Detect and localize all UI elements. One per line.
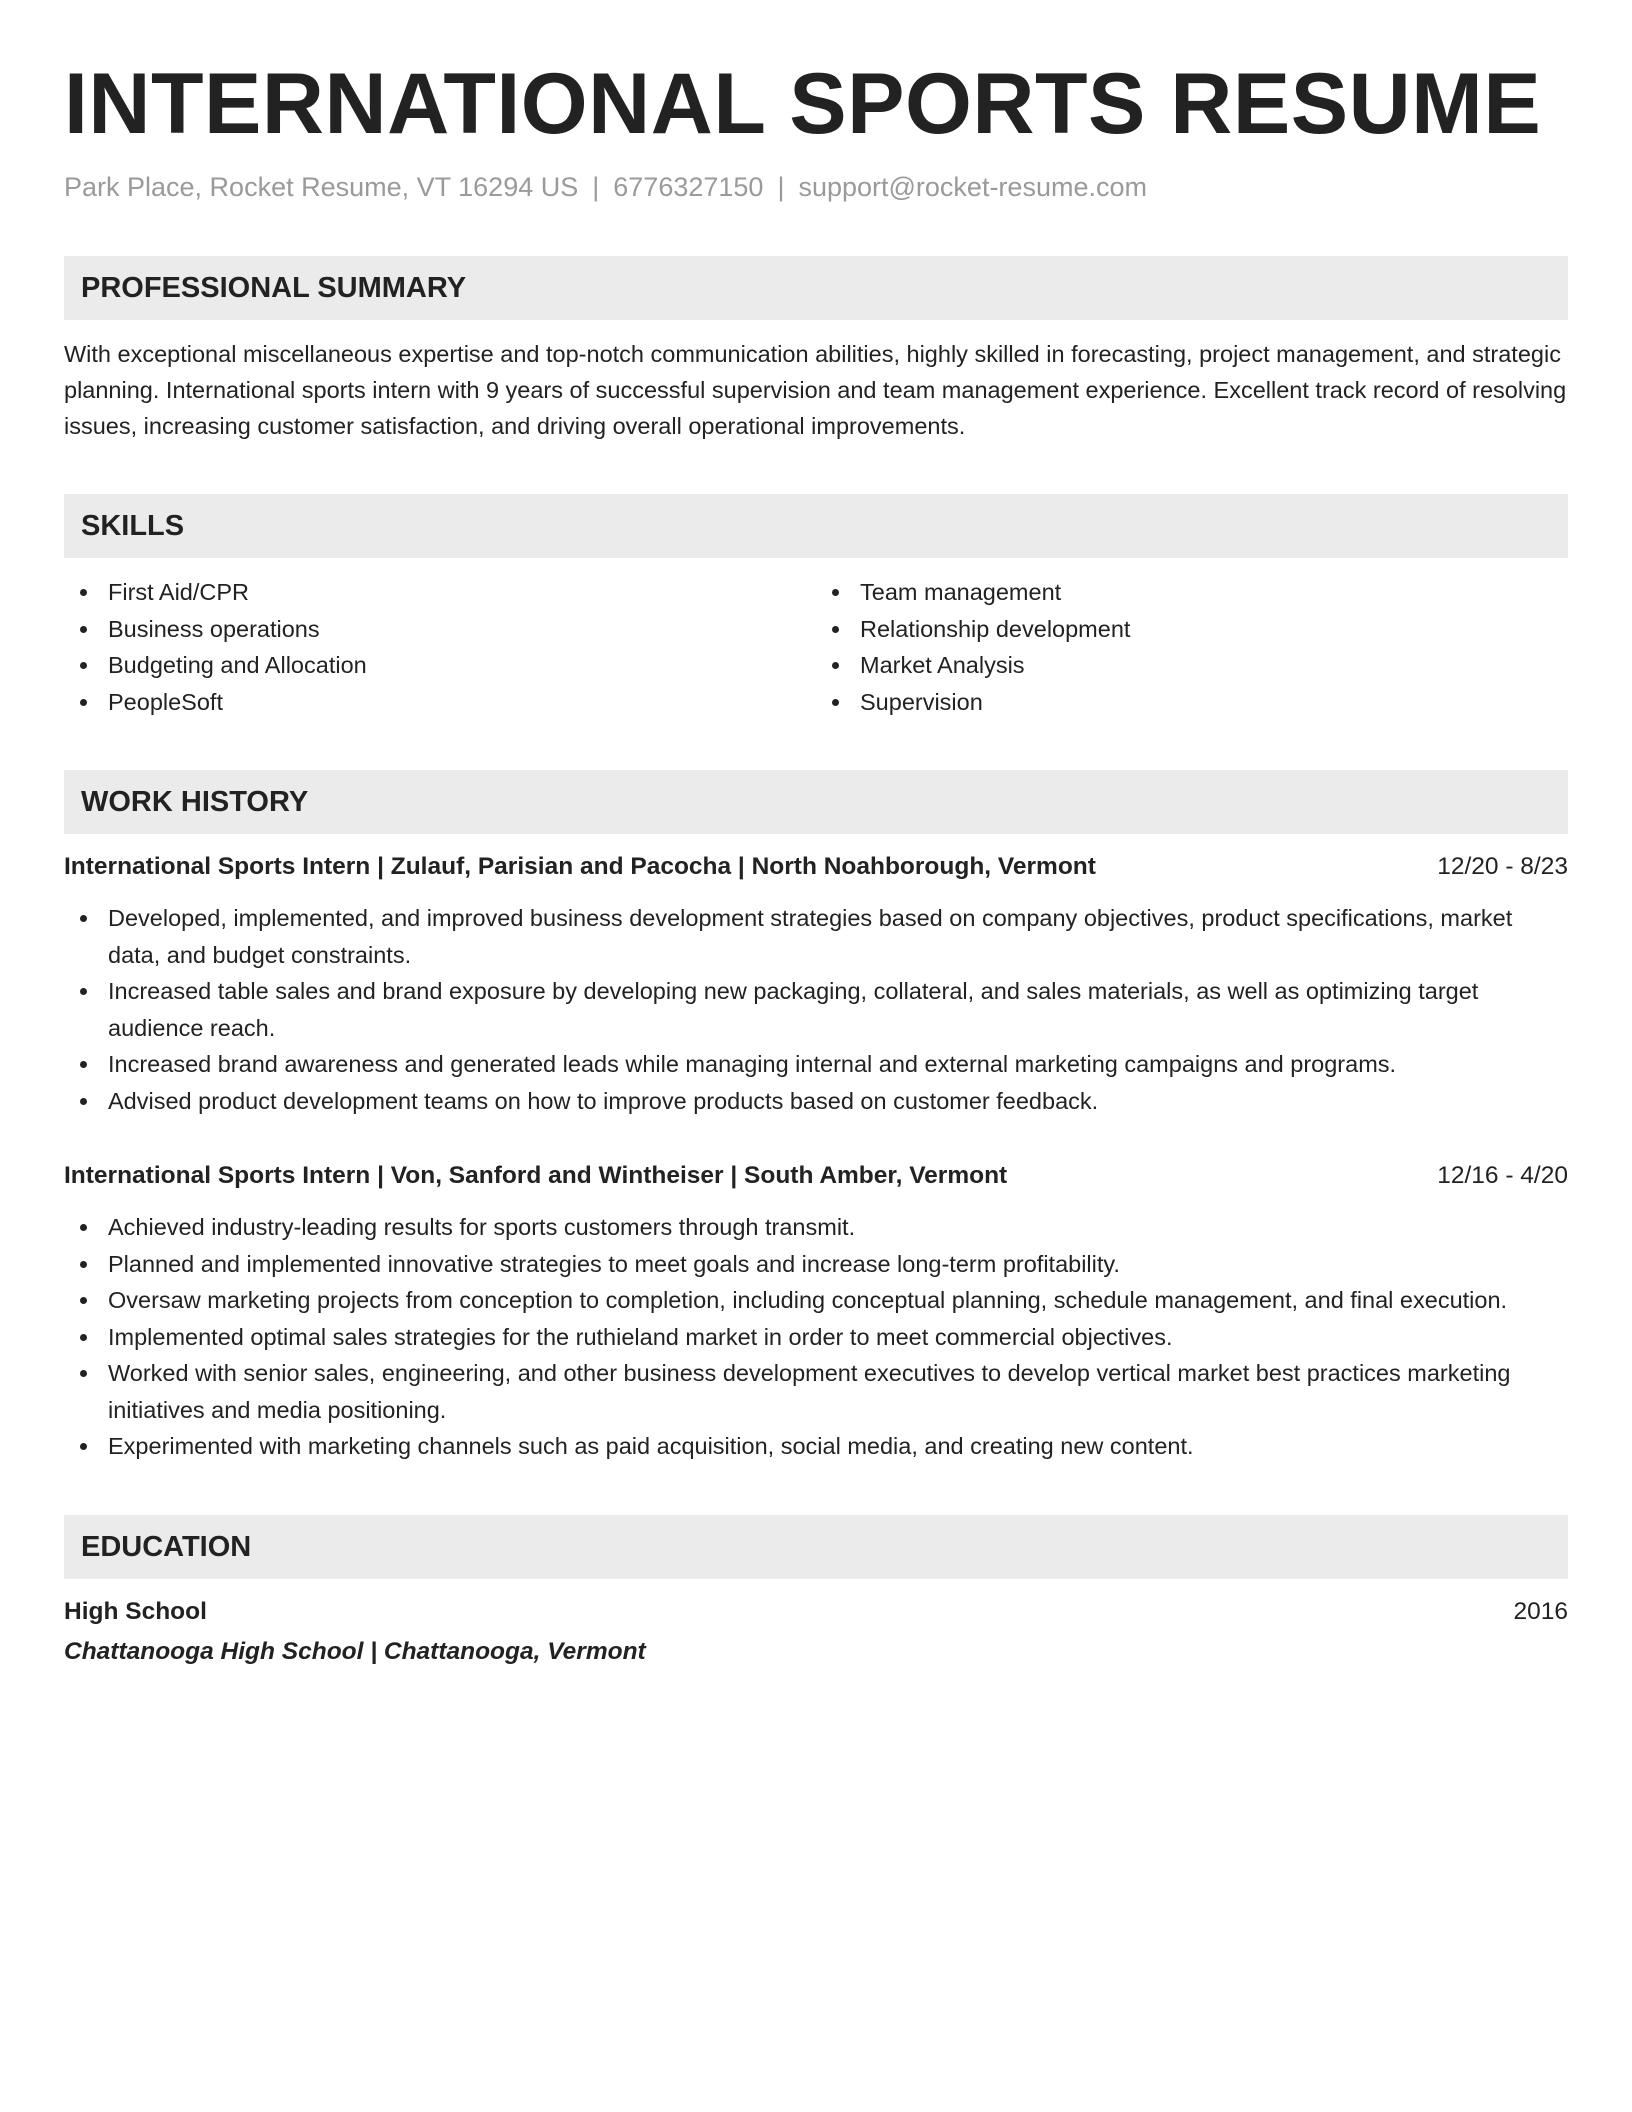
contact-email: support@rocket-resume.com bbox=[798, 172, 1147, 202]
skill-item: Budgeting and Allocation bbox=[64, 647, 816, 684]
skill-item: PeopleSoft bbox=[64, 684, 816, 721]
education-header bbox=[64, 1595, 1568, 1629]
summary-text: With exceptional miscellaneous expertise and top-notch communication abilities, highly skilled in forecasting, project management, and strategic planning. International sports intern with 9 years of successful supervision and team management experience. Excellent track record of resolving issues, increasing customer satisfaction, and driving overall operational improvements. bbox=[64, 341, 1567, 439]
job-bullets bbox=[64, 900, 1568, 1119]
job-bullet: Increased brand awareness and generated leads while managing internal and external marketing campaigns and programs. bbox=[64, 1046, 1568, 1083]
skills-column-left bbox=[64, 574, 816, 720]
resume-page bbox=[64, 58, 1568, 1669]
job-entry bbox=[64, 1159, 1568, 1465]
skill-item: First Aid/CPR bbox=[64, 574, 816, 611]
job-dates: 12/20 - 8/23 bbox=[1437, 853, 1568, 880]
job-bullet: Implemented optimal sales strategies for the ruthieland market in order to meet commercial objectives. bbox=[64, 1319, 1568, 1356]
resume-title: INTERNATIONAL SPORTS RESUME bbox=[64, 56, 1542, 152]
summary-heading: PROFESSIONAL SUMMARY bbox=[64, 256, 1568, 320]
job-bullet: Experimented with marketing channels such as paid acquisition, social media, and creating new content. bbox=[64, 1428, 1568, 1465]
job-title: International Sports Intern | Von, Sanford and Wintheiser | South Amber, Vermont bbox=[64, 1162, 1008, 1189]
contact-address: Park Place, Rocket Resume, VT 16294 US bbox=[64, 172, 579, 202]
education-section bbox=[64, 1515, 1568, 1669]
job-title: International Sports Intern | Zulauf, Parisian and Pacocha | North Noahborough, Vermont bbox=[64, 853, 1096, 880]
skill-item: Relationship development bbox=[816, 611, 1568, 648]
contact-separator: | bbox=[777, 172, 785, 202]
job-bullet: Achieved industry-leading results for sports customers through transmit. bbox=[64, 1209, 1568, 1246]
work-history-section bbox=[64, 770, 1568, 1465]
job-bullet: Oversaw marketing projects from conception to completion, including conceptual planning, schedule management, and final execution. bbox=[64, 1282, 1568, 1319]
skills-list bbox=[64, 574, 1568, 720]
job-header bbox=[64, 850, 1568, 884]
skill-item: Market Analysis bbox=[816, 647, 1568, 684]
skills-heading: SKILLS bbox=[64, 494, 1568, 558]
education-degree: High School bbox=[64, 1597, 207, 1625]
education-entry bbox=[64, 1595, 1568, 1669]
job-bullets bbox=[64, 1209, 1568, 1465]
job-entry bbox=[64, 850, 1568, 1119]
job-bullet: Planned and implemented innovative strategies to meet goals and increase long-term profitability. bbox=[64, 1246, 1568, 1283]
job-bullet: Increased table sales and brand exposure by developing new packaging, collateral, and sales materials, as well as optimizing target audience reach. bbox=[64, 973, 1568, 1046]
skills-section bbox=[64, 494, 1568, 720]
skills-column-right bbox=[816, 574, 1568, 720]
education-year: 2016 bbox=[1513, 1597, 1568, 1625]
skill-item: Business operations bbox=[64, 611, 816, 648]
work-history-heading: WORK HISTORY bbox=[64, 770, 1568, 834]
job-bullet: Developed, implemented, and improved business development strategies based on company objectives, product specifications, market data, and budget constraints. bbox=[64, 900, 1568, 973]
contact-separator: | bbox=[592, 172, 600, 202]
education-school: Chattanooga High School | Chattanooga, Vermont bbox=[64, 1637, 646, 1665]
job-bullet: Worked with senior sales, engineering, and other business development executives to develop vertical market best practices marketing initiatives and media positioning. bbox=[64, 1355, 1568, 1428]
skill-item: Team management bbox=[816, 574, 1568, 611]
skill-item: Supervision bbox=[816, 684, 1568, 721]
contact-phone: 6776327150 bbox=[613, 172, 764, 202]
summary-section bbox=[64, 256, 1568, 444]
education-heading: EDUCATION bbox=[64, 1515, 1568, 1579]
contact-line bbox=[64, 170, 1568, 204]
job-header bbox=[64, 1159, 1568, 1193]
job-bullet: Advised product development teams on how to improve products based on customer feedback. bbox=[64, 1083, 1568, 1120]
job-dates: 12/16 - 4/20 bbox=[1437, 1162, 1568, 1189]
